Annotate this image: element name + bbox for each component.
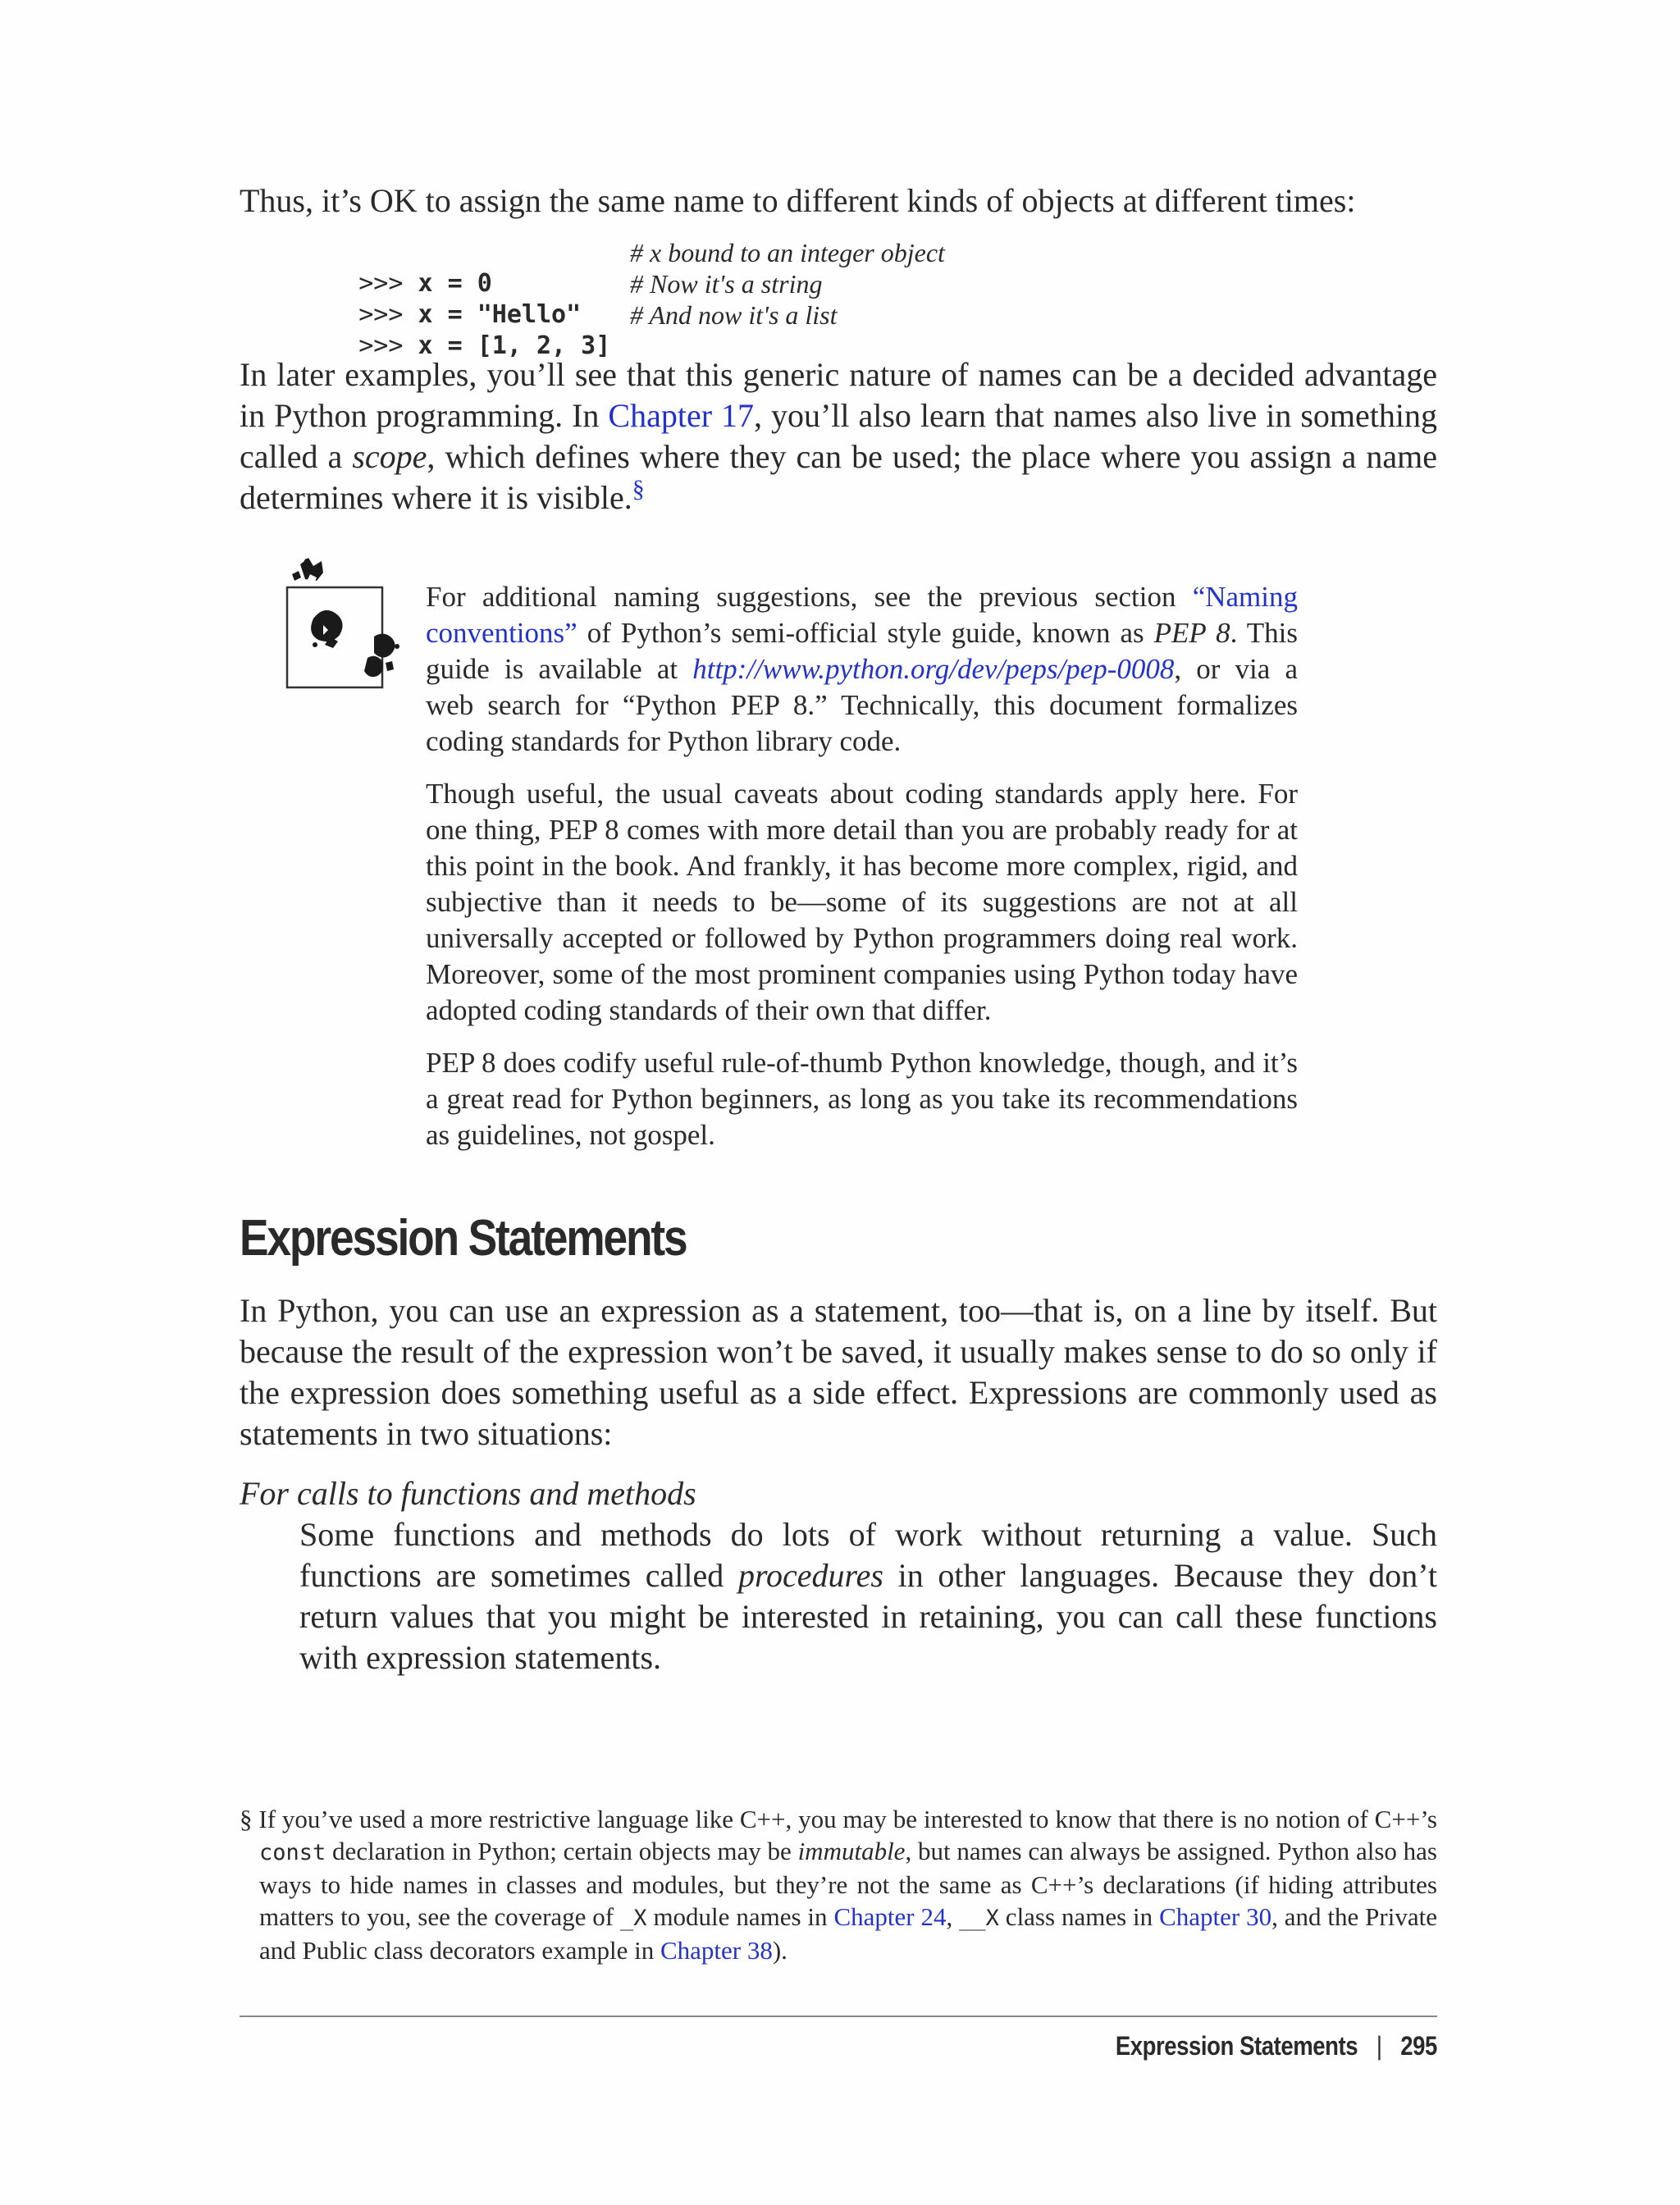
note-paragraph-3: PEP 8 does codify useful rule-of-thumb Python knowledge, though, and it’s a great read for Python beginners, as long as you take its recommendations as guidelines, not gospel. bbox=[426, 1047, 1298, 1151]
chapter-24-link[interactable]: Chapter 24 bbox=[833, 1902, 947, 1931]
footnote-text: module names in bbox=[646, 1902, 834, 1931]
footnote-ref[interactable]: § bbox=[632, 475, 645, 503]
definition-text: in other languages. Because they don’t return values that you might be interested in retaining, you can call these functions with expression statements. bbox=[299, 1557, 1437, 1676]
code-comment: # Now it's a string bbox=[630, 269, 823, 299]
const-code: const bbox=[259, 1840, 326, 1865]
definition-term: For calls to functions and methods bbox=[240, 1475, 696, 1512]
footnote-text: ). bbox=[772, 1936, 788, 1965]
underscore-x-code: _X bbox=[620, 1906, 647, 1931]
footnote-mark: § bbox=[240, 1805, 253, 1833]
footer-separator: | bbox=[1376, 2031, 1382, 2061]
para-text: , you’ll also learn that names also live in something called a bbox=[240, 397, 1437, 475]
intro-text bbox=[240, 180, 1437, 221]
code-comment: # And now it's a list bbox=[630, 300, 838, 330]
code-statement: x = 0 bbox=[418, 269, 492, 298]
code-statement: x = [1, 2, 3] bbox=[418, 331, 611, 360]
chapter-30-link[interactable]: Chapter 30 bbox=[1159, 1902, 1272, 1931]
pep8-url-link[interactable]: http://www.python.org/dev/peps/pep-0008 bbox=[692, 653, 1175, 685]
footnote-text: , but names can always be assigned. Python also has ways to hide names in classes and modules, but they’re not the same as C++’s declarations (if hiding attributes matters to you, see the coverage of bbox=[259, 1837, 1437, 1931]
page-footer bbox=[1116, 2031, 1437, 2061]
footer-section-title: Expression Statements bbox=[1115, 2031, 1358, 2061]
definition-body bbox=[299, 1514, 1437, 1678]
procedures-term: procedures bbox=[737, 1557, 883, 1594]
chapter-38-link[interactable]: Chapter 38 bbox=[660, 1936, 773, 1965]
double-underscore-x-code: __X bbox=[959, 1906, 999, 1931]
immutable-term: immutable bbox=[797, 1837, 906, 1865]
pep8-term: PEP 8 bbox=[1153, 617, 1230, 649]
note-paragraph-2: Though useful, the usual caveats about coding standards apply here. For one thing, PEP 8 comes with more detail than you are probably ready for at this point in the book. And frankly, it has become more complex, rigid, and subjective than it needs to be—some of its suggestions are not at all universally accepted or followed by Python programmers doing real work. Moreover, some of the most prominent companies using Python today have adopted coding standards of their own that differ. bbox=[426, 778, 1298, 1026]
page-number: 295 bbox=[1400, 2031, 1437, 2061]
naming-conventions-link[interactable]: “Naming conventions” bbox=[426, 581, 1298, 649]
section-text: In Python, you can use an expression as a statement, too—that is, on a line by itself. But because the result of the expression won’t be saved, it usually makes sense to do so only if the expression does something useful as a side effect. Expressions are commonly used as statements in two situations: bbox=[240, 1292, 1437, 1452]
tip-animal-icon bbox=[282, 555, 423, 699]
intro-line: Thus, it’s OK to assign the same name to different kinds of objects at different times: bbox=[240, 182, 1356, 219]
note-text: , or via a web search for “Python PEP 8.” Technically, this document formalizes coding standards for Python library code. bbox=[426, 653, 1298, 757]
code-prompt: >>> bbox=[358, 300, 418, 329]
para-text: , which defines where they can be used; the place where you assign a name determines where it is visible. bbox=[240, 438, 1437, 516]
para-text: In later examples, you’ll see that this generic nature of names can be a decided advantage in Python programming. In bbox=[240, 356, 1437, 434]
code-prompt: >>> bbox=[358, 331, 418, 360]
footnote-text: , and the Private and Public class decorators example in bbox=[259, 1902, 1437, 1965]
footnote-text: declaration in Python; certain objects may be bbox=[326, 1837, 798, 1865]
note-text: of Python’s semi-official style guide, known as bbox=[577, 617, 1154, 649]
code-block bbox=[299, 237, 1038, 360]
note-text: . This guide is available at bbox=[426, 617, 1298, 685]
code-comment: # x bound to an integer object bbox=[630, 238, 945, 267]
footnote-text: , bbox=[946, 1902, 960, 1931]
scope-term: scope bbox=[352, 438, 427, 475]
footnote bbox=[240, 1803, 1437, 1966]
footnote-text: class names in bbox=[998, 1902, 1160, 1931]
definition-text: Some functions and methods do lots of work without returning a value. Such functions are sometimes called bbox=[299, 1516, 1437, 1594]
footnote-text: If you’ve used a more restrictive language like C++, you may be interested to know that there is no notion of C++’s bbox=[252, 1805, 1437, 1833]
code-line bbox=[299, 299, 1038, 360]
section-heading: Expression Statements bbox=[240, 1210, 687, 1267]
footer-rule bbox=[240, 2016, 1437, 2017]
chapter-17-link[interactable]: Chapter 17 bbox=[608, 397, 754, 434]
code-prompt: >>> bbox=[358, 269, 418, 298]
naming-note bbox=[426, 579, 1298, 1153]
note-text: For additional naming suggestions, see the previous section bbox=[426, 581, 1193, 613]
paragraph-names-scope bbox=[240, 354, 1437, 518]
code-statement: x = "Hello" bbox=[418, 300, 582, 329]
section-paragraph bbox=[240, 1290, 1437, 1454]
